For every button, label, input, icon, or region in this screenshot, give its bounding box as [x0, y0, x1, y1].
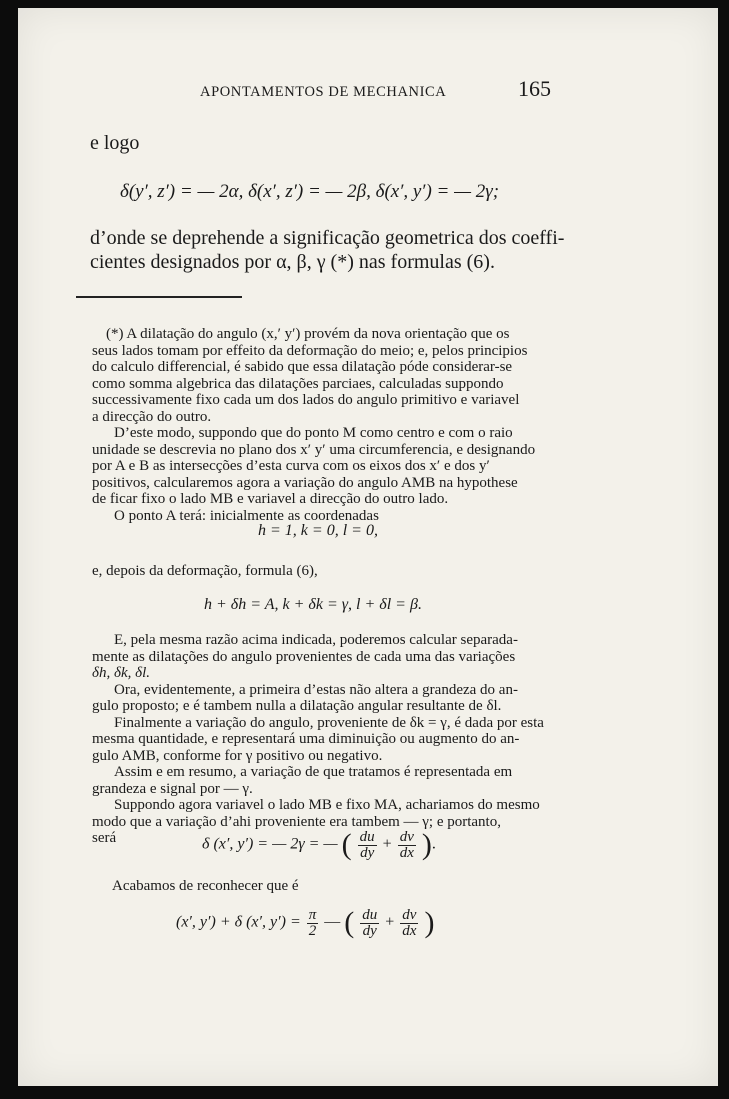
running-header: APONTAMENTOS DE MECHANICA — [200, 84, 447, 100]
footnote-line: Ora, evidentemente, a primeira d’estas não altera a grandeza do an- — [114, 681, 518, 698]
equation-dilatation: δ (x′, y′) = — 2γ = — ( $\frac{du}{dy}$ + $\frac{dv}{dx}$ ). — [202, 828, 436, 861]
fraction-denominator: dx — [402, 922, 417, 939]
footnote-line: de ficar fixo o lado MB e variavel a direcção do outro lado. — [92, 491, 449, 507]
footnote-line-b: e, depois da deformação, formula (6), — [92, 563, 318, 579]
footnote-line: successivamente fixo cada um dos lados do angulo primitivo e variavel — [92, 392, 520, 408]
coordinates-initial: h = 1, k = 0, l = 0, — [258, 522, 378, 539]
paragraph-line-2: cientes designados por α, β, γ (*) nas formulas (6). — [90, 251, 495, 273]
paren-close: ) — [424, 906, 435, 939]
equation-angle — [176, 906, 434, 940]
paren-close: ) — [421, 828, 432, 861]
footnote-line: modo que a variação d’ahi proveniente era tambem — γ; e portanto, — [92, 813, 501, 830]
fraction-numerator: dv — [399, 828, 414, 845]
footnote-line: positivos, calcularemos agora a variação do angulo AMB na hypothese — [92, 474, 518, 491]
page-number: 165 — [518, 76, 551, 101]
fraction-denominator: dx — [399, 844, 414, 861]
footnote-line: por A e B as intersecções d’esta curva com os eixos dos x′ e dos y′ — [92, 458, 490, 474]
footnote-line: Finalmente a variação do angulo, proveniente de δk = γ, é dada por esta — [114, 714, 544, 731]
footnote-line: seus lados tomam por effeito da deformação do meio; e, pelos principios — [92, 342, 528, 359]
coordinates-deformed: h + δh = A, k + δk = γ, l + δl = β. — [204, 596, 422, 613]
footnote-line: Assim e em resumo, a variação de que tratamos é representada em — [114, 764, 513, 780]
paren-open: ( — [344, 906, 355, 939]
fraction-dv-dx — [400, 908, 418, 939]
footnote-line: E, pela mesma razão acima indicada, poderemos calcular separada- — [114, 632, 518, 648]
fraction-denominator: 2 — [308, 922, 317, 939]
footnote-line: D’este modo, suppondo que do ponto M como centro e com o raio — [114, 425, 513, 441]
minus-sign: — — [324, 913, 341, 931]
footnote-block-a — [92, 326, 535, 524]
footnote-line-d: Acabamos de reconhecer que é — [112, 878, 299, 894]
footnote-line: gulo AMB, conforme for γ positivo ou negativo. — [92, 747, 383, 764]
fraction-numerator: du — [362, 906, 378, 923]
fraction-numerator: du — [359, 828, 375, 845]
footnote-line: a direcção do outro. — [92, 408, 212, 425]
footnote-line: gulo proposto; e é tambem nulla a dilatação angular resultante de δl. — [92, 698, 502, 714]
e-logo-text: e logo — [90, 132, 140, 154]
footnote-line: δh, δk, δl. — [92, 665, 150, 681]
footnote-rule — [76, 296, 242, 298]
plus-sign: + — [382, 835, 392, 853]
footnote-line: mesma quantidade, e representará uma diminuição ou augmento do an- — [92, 731, 520, 747]
fraction-numerator: dv — [402, 906, 417, 923]
footnote-line: (*) A dilatação do angulo (x,′ y′) provém da nova orientação que os — [106, 326, 510, 342]
plus-sign: + — [385, 913, 395, 931]
footnote-line: do calculo differencial, é sabido que essa dilatação póde considerar-se — [92, 359, 513, 375]
footnote-line: será — [92, 830, 117, 846]
footnote-line: grandeza e signal por — γ. — [92, 780, 253, 797]
fraction-pi-over-two — [307, 908, 319, 939]
fraction-du-dy — [360, 908, 379, 939]
paragraph-line-1: d’onde se deprehende a significação geometrica dos coeffi- — [90, 227, 565, 249]
equation-deltas: δ(y′, z′) = — 2α, δ(x′, z′) = — 2β, δ(x′, y′) = — 2γ; — [120, 181, 500, 202]
footnote-block-c — [92, 632, 544, 847]
fraction-du-dy — [358, 830, 377, 861]
fraction-denominator: dy — [360, 844, 375, 861]
footnote-line: como somma algebrica das dilatações parciaes, calculadas suppondo — [92, 375, 504, 392]
footnote-line: unidade se descrevia no plano dos x′ y′ uma circumferencia, e designando — [92, 441, 536, 458]
footnote-line: O ponto A terá: inicialmente as coordenadas — [114, 507, 379, 524]
equation-left-side: (x′, y′) + δ (x′, y′) = — [176, 913, 301, 931]
fraction-dv-dx — [398, 830, 416, 861]
fraction-numerator: π — [308, 906, 317, 923]
equation-left-side: δ (x′, y′) = — 2γ = — — [202, 835, 338, 853]
fraction-denominator: dy — [362, 922, 377, 939]
paren-open: ( — [341, 828, 352, 861]
footnote-line: Suppondo agora variavel o lado MB e fixo MA, achariamos do mesmo — [114, 797, 540, 813]
footnote-line: mente as dilatações do angulo provenientes de cada uma das variações — [92, 648, 516, 665]
